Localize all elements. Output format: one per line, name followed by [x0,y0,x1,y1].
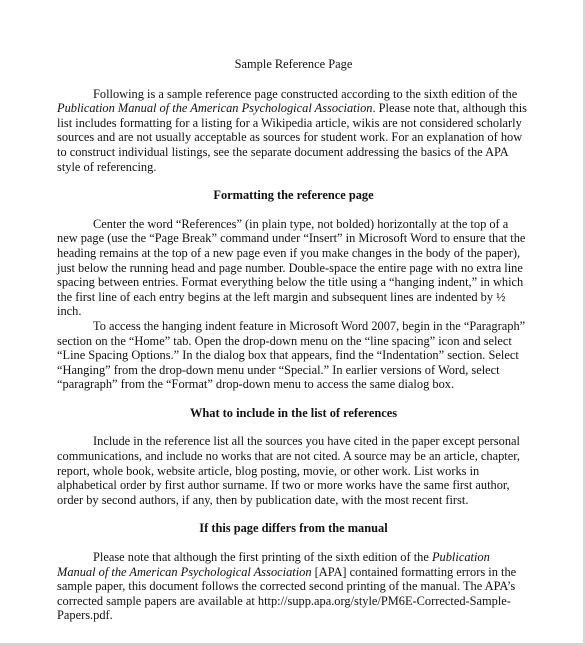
section-heading-what-to-include: What to include in the list of references [189,405,398,420]
formatting-paragraph-1: Center the word “References” (in plain type, not bolded) horizontally at the top of a new page (use the “Page Break” command under “Insert” in Microsoft Word to ensure that the heading remains at the top of a new page even if you make changes in the body of the paper), just below the running head and page number. Double-space the entire page with no extra line spacing between entries. Format everything below the title using a “hanging indent,” in which the first line of each entry begins at the left margin and subsequent lines are indented by ½ inch. [57,216,526,319]
intro-text-end: . Please note that, although this list includes formatting for a listing for a Wikipedia article, wikis are not considered scholarly sources and are not usually acceptable as sources for student work. For an explanation of how to construct individual listings, see the separate document addressing the basics of the APA style of referencing. [57,101,527,174]
section-heading-formatting: Formatting the reference page [213,188,374,203]
page-title: Sample Reference Page [234,57,353,71]
differs-manual-title: Publication Manual of the American Psychological Association [57,550,490,579]
section-heading-differs: If this page differs from the manual [199,521,388,536]
intro-manual-title: Publication Manual of the American Psychological Association [57,101,373,116]
differs-paragraph [57,550,530,623]
differs-text-start: Please note that although the first printing of the sixth edition of the [93,550,432,565]
intro-text-start: Following is a sample reference page constructed according to the sixth edition of the [93,86,518,101]
intro-paragraph [57,87,530,175]
document-body [57,57,530,623]
differs-text-end: [APA] contained formatting errors in the sample paper, this document follows the corrected second printing of the manual. The APA’s corrected sample papers are available at http://supp.apa.org/style/PM6E-Corrected-Sample-Papers.pdf. [57,564,517,623]
formatting-paragraph-2: To access the hanging indent feature in Microsoft Word 2007, begin in the “Paragraph” section on the “Home” tab. Open the drop-down menu on the “line spacing” icon and select “Line Spacing Options.” In the dialog box that appears, find the “Indentation” section. Select “Hanging” from the drop-down menu under “Special.” In earlier versions of Word, select “paragraph” from the “Format” drop-down menu to access the same dialog box. [57,318,526,392]
include-paragraph: Include in the reference list all the sources you have cited in the paper except personal communications, and include no works that are not cited. A source may be an article, chapter, report, whole book, website article, blog posting, movie, or other work. List works in alphabetical order by first author surname. If two or more works have the same first author, order by second authors, if any, then by publication date, with the most recent first. [57,434,520,507]
